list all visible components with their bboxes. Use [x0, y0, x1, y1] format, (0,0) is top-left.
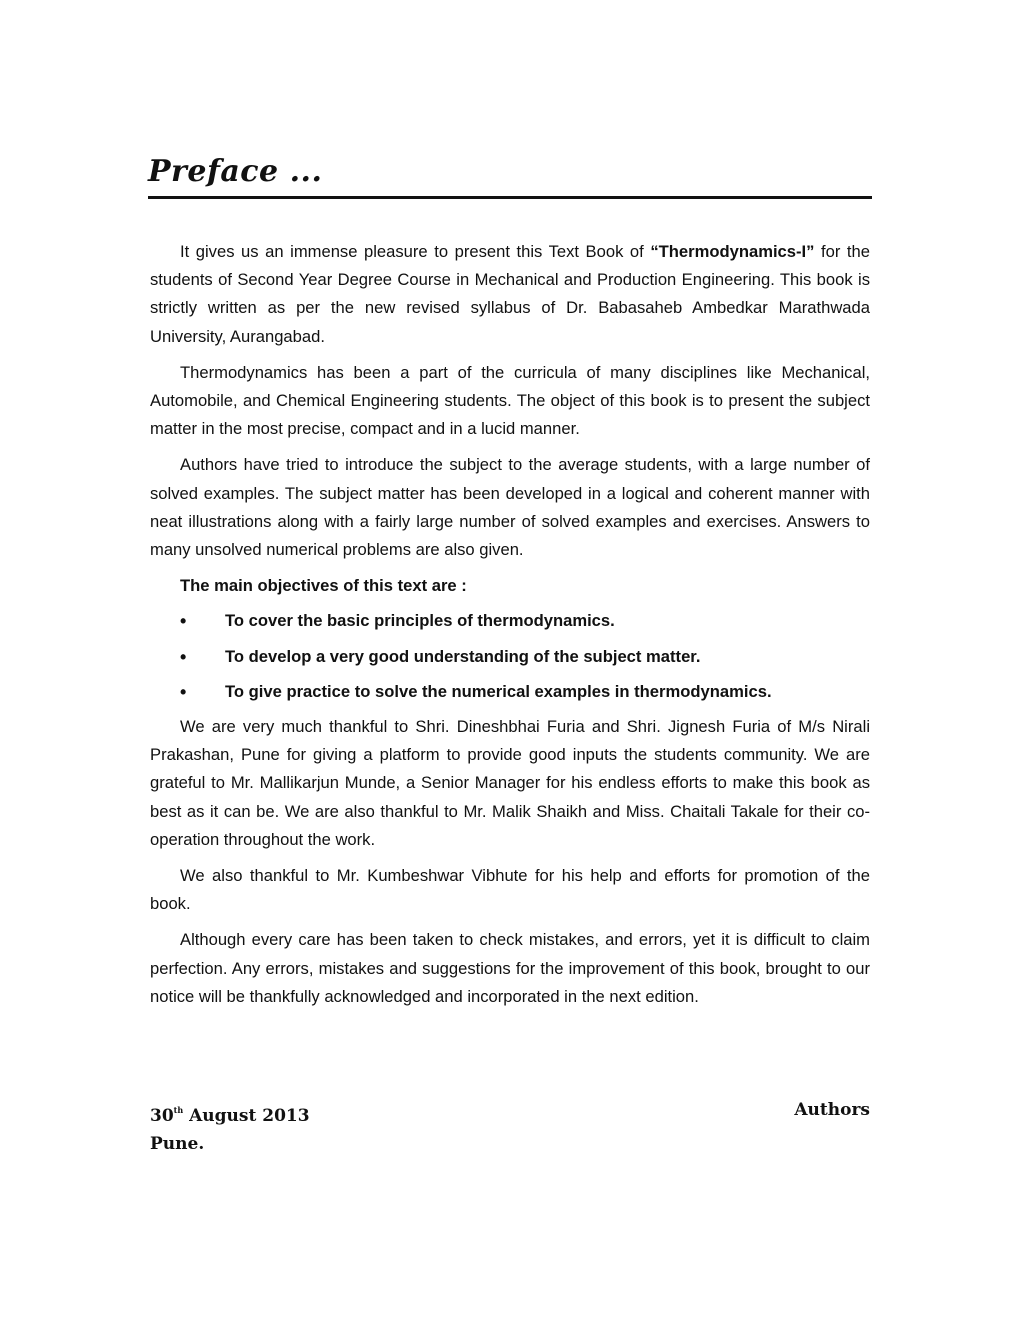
objective-text: To develop a very good understanding of the subject matter. [225, 646, 701, 666]
footer-row-place [150, 1130, 870, 1158]
paragraph-thanks-publisher: We are very much thankful to Shri. Dineshbhai Furia and Shri. Jignesh Furia of M/s Nirali Prakashan, Pune for giving a platform to provide good inputs the students community. We are grateful to Mr. Mallikarjun Munde, a Senior Manager for his endless efforts to make this book as best as it can be. We are also thankful to Mr. Malik Shaikh and Miss. Chaitali Takale for their co-operation throughout the work. [150, 717, 870, 849]
paragraph-disclaimer: Although every care has been taken to check mistakes, and errors, yet it is difficult to claim perfection. Any errors, mistakes and suggestions for the improvement of this book, brought to our notice will be thankfully acknowledged and incorporated in the next edition. [150, 930, 870, 1006]
preface-body [150, 238, 870, 1019]
place: Pune. [150, 1134, 205, 1154]
date [150, 1096, 310, 1130]
date-day: 30 [150, 1106, 174, 1126]
bullet-icon: • [180, 681, 187, 702]
objective-text: To give practice to solve the numerical examples in thermodynamics. [225, 681, 772, 701]
title-block [148, 152, 872, 199]
objective-text: To cover the basic principles of thermodynamics. [225, 611, 615, 631]
footer-row-date [150, 1096, 870, 1130]
book-title: “Thermodynamics-I” [650, 242, 815, 261]
objective-item [150, 607, 870, 635]
signature-block [150, 1096, 870, 1158]
page-title: Preface ... [148, 154, 323, 189]
paragraph-approach: Authors have tried to introduce the subject to the average students, with a large number of solved examples. The subject matter has been developed in a logical and coherent manner with neat illustrations along with a fairly large number of solved examples and exercises. Answers to many unsolved numerical problems are also given. [150, 455, 870, 560]
paragraph-intro-start: It gives us an immense pleasure to present this Text Book of [180, 242, 651, 261]
bullet-icon: • [180, 646, 187, 667]
objective-item [150, 643, 870, 671]
date-day-suffix: th [173, 1105, 184, 1115]
authors-signature: Authors [794, 1100, 870, 1120]
paragraph-thanks-promotion: We also thankful to Mr. Kumbeshwar Vibhute for his help and efforts for promotion of the book. [150, 866, 870, 914]
bullet-icon: • [180, 611, 187, 632]
objectives-list [150, 607, 870, 706]
objective-item [150, 678, 870, 706]
paragraph-curricula: Thermodynamics has been a part of the curricula of many disciplines like Mechanical, Automobile, and Chemical Engineering students. The object of this book is to present the subject matter in the most precise, compact and in a lucid manner. [150, 362, 870, 439]
paragraph-intro-end: for the students of Second Year Degree Course in Mechanical and Production Engineering. This book is strictly written as per the new revised syllabus of Dr. Babasaheb Ambedkar Marathwada University, Aurangabad. [150, 242, 870, 346]
date-month-year: August 2013 [183, 1106, 310, 1126]
objectives-heading: The main objectives of this text are : [180, 576, 467, 596]
paragraph-intro [150, 238, 870, 351]
